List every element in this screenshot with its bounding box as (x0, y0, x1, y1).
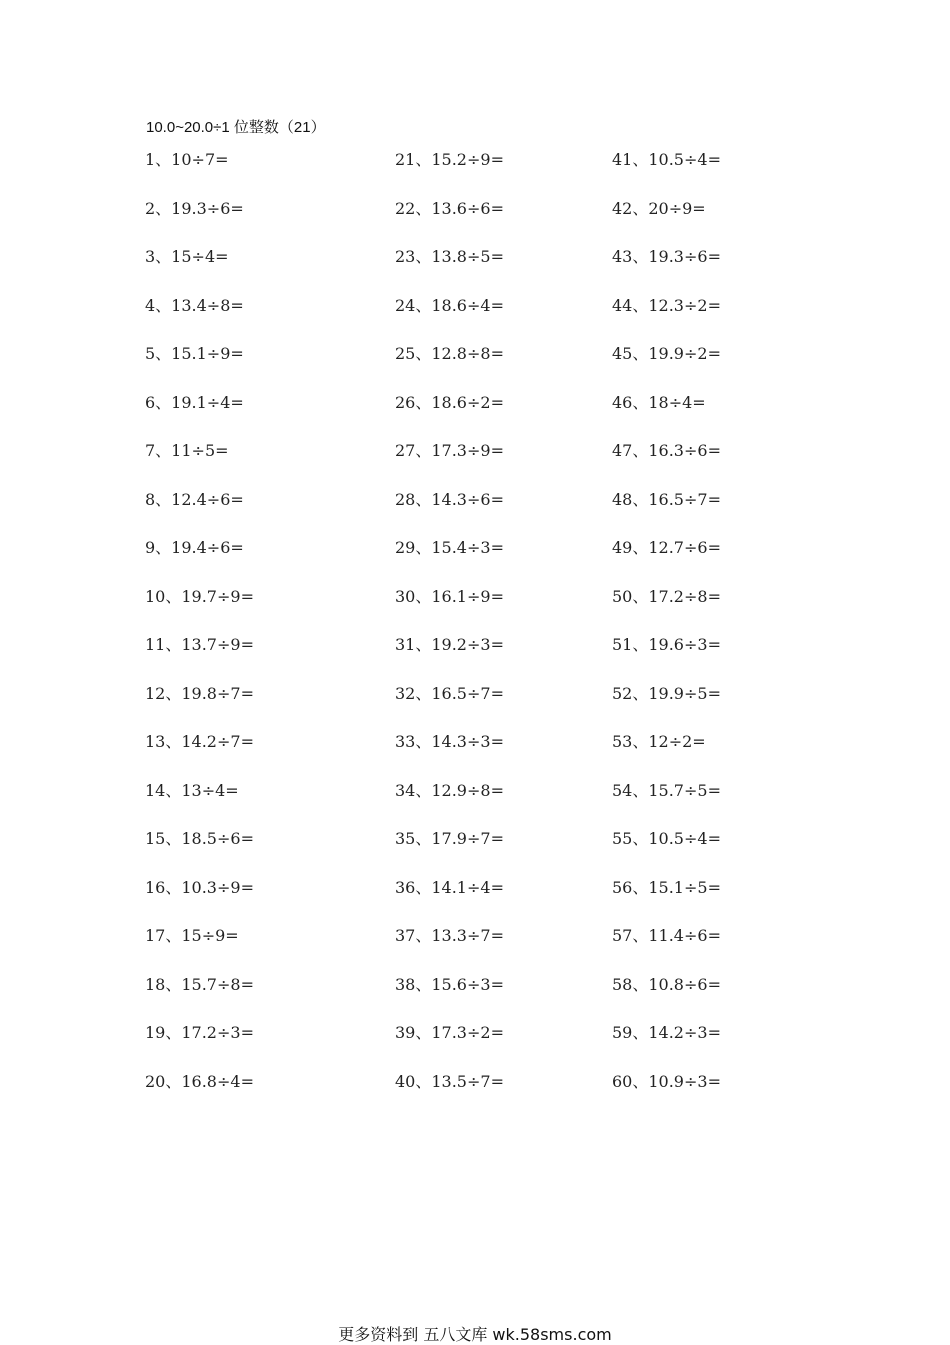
problem-8: 8、12.4÷6= (145, 489, 244, 509)
problem-56: 56、15.1÷5= (612, 877, 721, 897)
problem-57: 57、11.4÷6= (612, 926, 721, 945)
problem-5: 5、15.1÷9= (145, 344, 244, 363)
problem-53: 53、12÷2= (612, 732, 706, 751)
problem-50: 50、17.2÷8= (612, 586, 721, 606)
problem-4: 4、13.4÷8= (145, 295, 244, 315)
problem-26: 26、18.6÷2= (395, 392, 504, 412)
problem-55: 55、10.5÷4= (612, 829, 721, 848)
problem-13: 13、14.2÷7= (145, 732, 254, 751)
problem-60: 60、10.9÷3= (612, 1071, 721, 1091)
problem-10: 10、19.7÷9= (145, 586, 254, 606)
problem-1: 1、10÷7= (145, 150, 229, 169)
problem-38: 38、15.6÷3= (395, 974, 504, 994)
problem-19: 19、17.2÷3= (145, 1023, 254, 1042)
problem-12: 12、19.8÷7= (145, 683, 254, 703)
problem-3: 3、15÷4= (145, 247, 229, 266)
problem-43: 43、19.3÷6= (612, 247, 721, 266)
problem-column-3 (612, 149, 721, 1119)
problem-23: 23、13.8÷5= (395, 247, 504, 266)
problem-40: 40、13.5÷7= (395, 1071, 504, 1091)
problem-42: 42、20÷9= (612, 198, 706, 218)
problem-44: 44、12.3÷2= (612, 295, 721, 315)
problem-49: 49、12.7÷6= (612, 538, 721, 557)
problem-46: 46、18÷4= (612, 392, 706, 412)
problem-48: 48、16.5÷7= (612, 489, 721, 509)
problem-11: 11、13.7÷9= (145, 635, 254, 654)
problem-column-1 (145, 149, 254, 1119)
problem-31: 31、19.2÷3= (395, 635, 504, 654)
problem-30: 30、16.1÷9= (395, 586, 504, 606)
problem-51: 51、19.6÷3= (612, 635, 721, 654)
problem-41: 41、10.5÷4= (612, 150, 721, 169)
problem-54: 54、15.7÷5= (612, 780, 721, 800)
problem-17: 17、15÷9= (145, 926, 239, 945)
problem-58: 58、10.8÷6= (612, 974, 721, 994)
problem-32: 32、16.5÷7= (395, 683, 504, 703)
problem-39: 39、17.3÷2= (395, 1023, 504, 1042)
problem-21: 21、15.2÷9= (395, 150, 504, 169)
problem-2: 2、19.3÷6= (145, 198, 244, 218)
problem-47: 47、16.3÷6= (612, 441, 721, 460)
problem-20: 20、16.8÷4= (145, 1071, 254, 1091)
page-title: 10.0~20.0÷1 位整数（21） (146, 119, 326, 136)
problem-9: 9、19.4÷6= (145, 538, 244, 557)
problem-33: 33、14.3÷3= (395, 732, 504, 751)
problem-52: 52、19.9÷5= (612, 683, 721, 703)
problem-59: 59、14.2÷3= (612, 1023, 721, 1042)
problem-22: 22、13.6÷6= (395, 198, 504, 218)
problem-36: 36、14.1÷4= (395, 877, 504, 897)
problem-37: 37、13.3÷7= (395, 926, 504, 945)
problem-18: 18、15.7÷8= (145, 974, 254, 994)
problem-16: 16、10.3÷9= (145, 877, 254, 897)
problem-15: 15、18.5÷6= (145, 829, 254, 848)
footer-watermark: 更多资料到 五八文库 wk.58sms.com (338, 1325, 612, 1344)
problem-45: 45、19.9÷2= (612, 344, 721, 363)
problem-14: 14、13÷4= (145, 780, 239, 800)
problem-27: 27、17.3÷9= (395, 441, 504, 460)
problem-28: 28、14.3÷6= (395, 489, 504, 509)
problem-29: 29、15.4÷3= (395, 538, 504, 557)
problem-24: 24、18.6÷4= (395, 295, 504, 315)
problem-7: 7、11÷5= (145, 441, 229, 460)
problem-25: 25、12.8÷8= (395, 344, 504, 363)
problem-column-2 (395, 149, 504, 1119)
problem-6: 6、19.1÷4= (145, 392, 244, 412)
problem-34: 34、12.9÷8= (395, 780, 504, 800)
problem-35: 35、17.9÷7= (395, 829, 504, 848)
